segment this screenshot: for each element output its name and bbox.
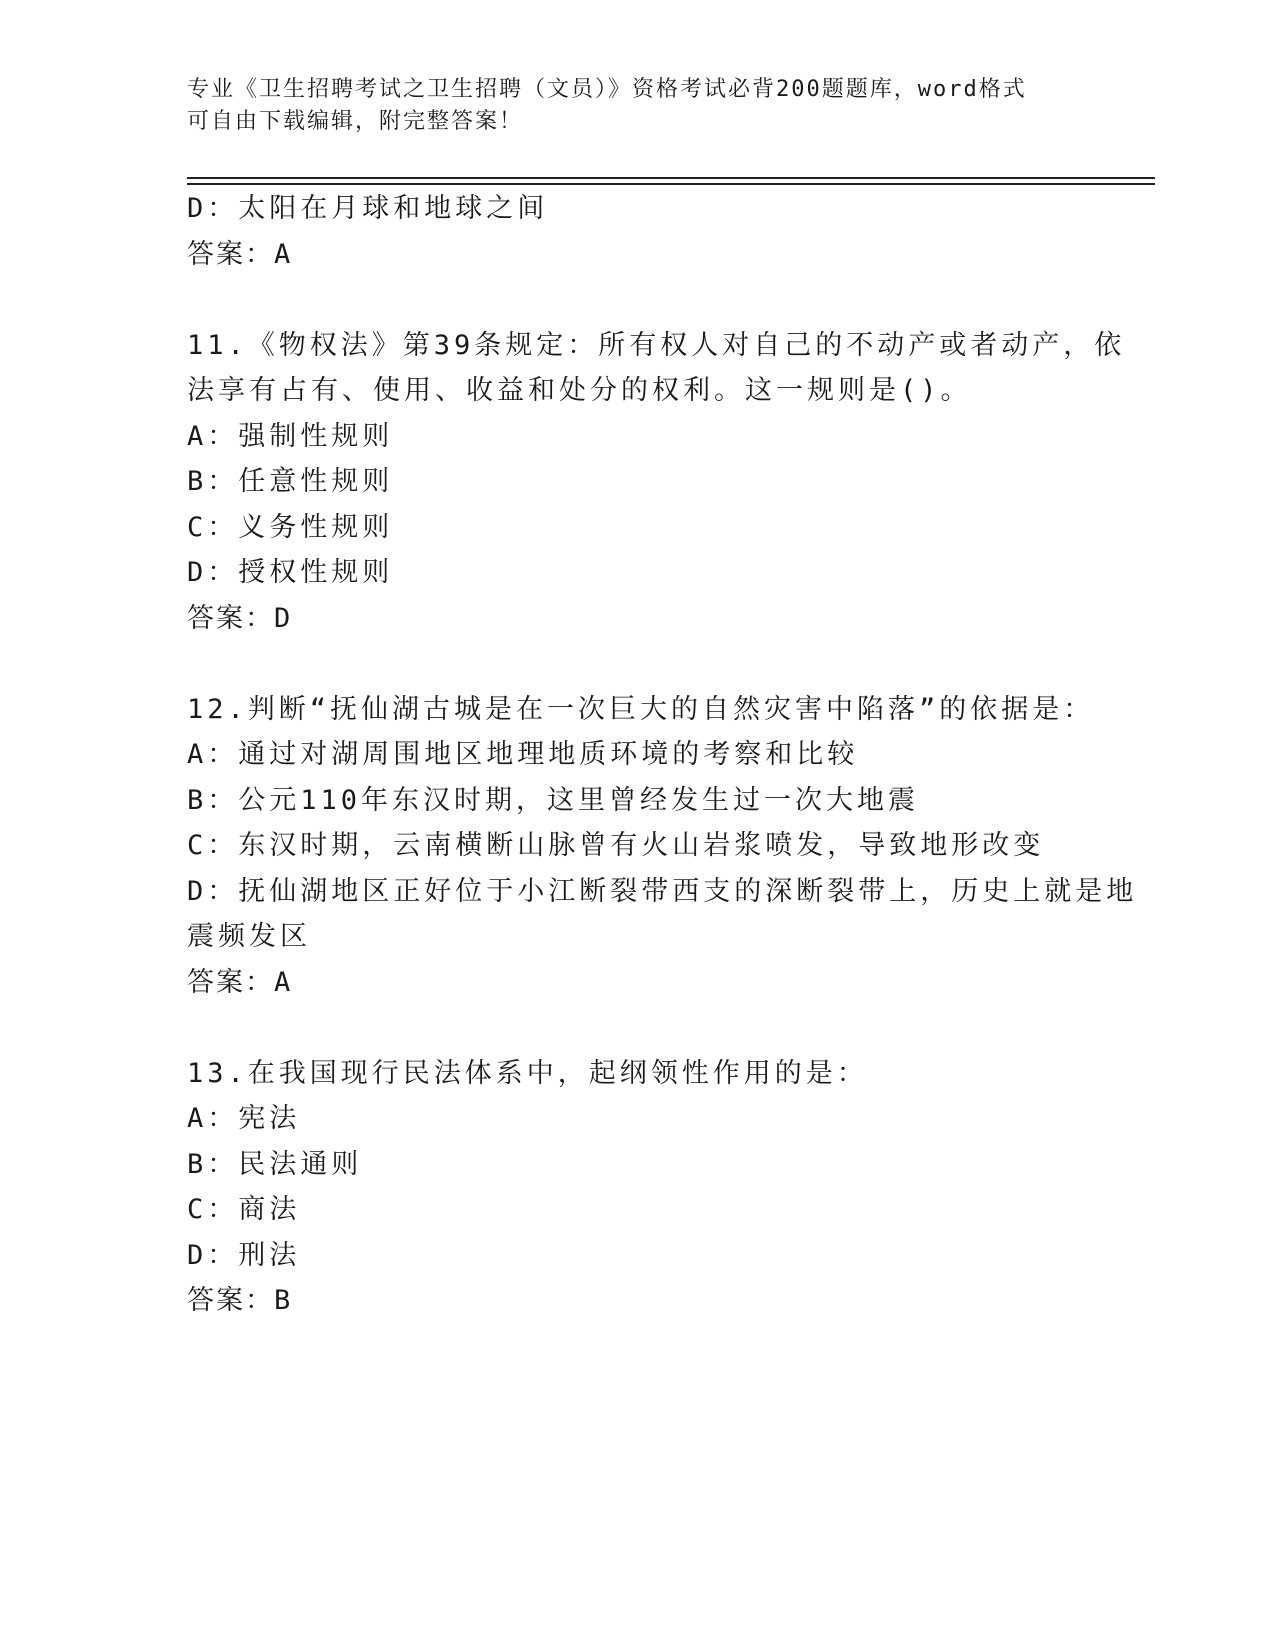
question-12: [187, 687, 1138, 1006]
option-d: D：授权性规则: [187, 557, 394, 588]
answer-value: A: [274, 966, 295, 998]
answer-value: D: [274, 602, 295, 634]
answer-value: A: [274, 238, 295, 270]
answer-label: 答案：: [187, 1285, 274, 1316]
question-13: [187, 1051, 1087, 1324]
answer: [187, 960, 1087, 1006]
question-list: [187, 186, 1138, 1324]
prev-option-d: D：太阳在月球和地球之间: [187, 193, 549, 224]
header-line-1: 专业《卫生招聘考试之卫生招聘（文员）》资格考试必背200题题库，word格式: [187, 77, 1027, 102]
option-c: C：义务性规则: [187, 511, 394, 543]
answer: [187, 1278, 1087, 1324]
question-stem-line: 法享有占有、使用、收益和处分的权利。这一规则是()。: [187, 375, 972, 406]
option-c: C：商法: [187, 1194, 301, 1225]
option-a: A：强制性规则: [187, 420, 394, 452]
answer-label: 答案：: [187, 238, 274, 270]
option-c: C：东汉时期，云南横断山脉曾有火山岩浆喷发，导致地形改变: [187, 830, 1045, 861]
answer-label: 答案：: [187, 602, 274, 634]
option-b: B：公元110年东汉时期，这里曾经发生过一次大地震: [187, 784, 920, 816]
answer: [187, 596, 1087, 642]
option-d: D：刑法: [187, 1239, 301, 1271]
option-d-continued: 震频发区: [187, 921, 311, 952]
option-b: B：任意性规则: [187, 466, 394, 497]
header-line-2: 可自由下载编辑，附完整答案！: [187, 109, 524, 134]
header-rule-bottom: [187, 183, 1155, 185]
option-a: A：宪法: [187, 1103, 301, 1134]
question-11: [187, 323, 1126, 642]
option-a: A：通过对湖周围地区地理地质环境的考察和比较: [187, 739, 859, 770]
answer-label: 答案：: [187, 966, 274, 998]
option-d: D：抚仙湖地区正好位于小江断裂带西支的深断裂带上，历史上就是地: [187, 875, 1138, 907]
option-b: B：民法通则: [187, 1148, 363, 1180]
question-stem-line: 13.在我国现行民法体系中，起纲领性作用的是：: [187, 1057, 868, 1089]
question-stem-line: 11.《物权法》第39条规定：所有权人对自己的不动产或者动产，依: [187, 329, 1126, 361]
answer-value: B: [274, 1285, 295, 1316]
question-stem-line: 12.判断“抚仙湖古城是在一次巨大的自然灾害中陷落”的依据是：: [187, 693, 1095, 725]
prev-answer: [187, 232, 1087, 278]
header-rule-top: [187, 177, 1155, 179]
document-header: [187, 74, 1087, 138]
